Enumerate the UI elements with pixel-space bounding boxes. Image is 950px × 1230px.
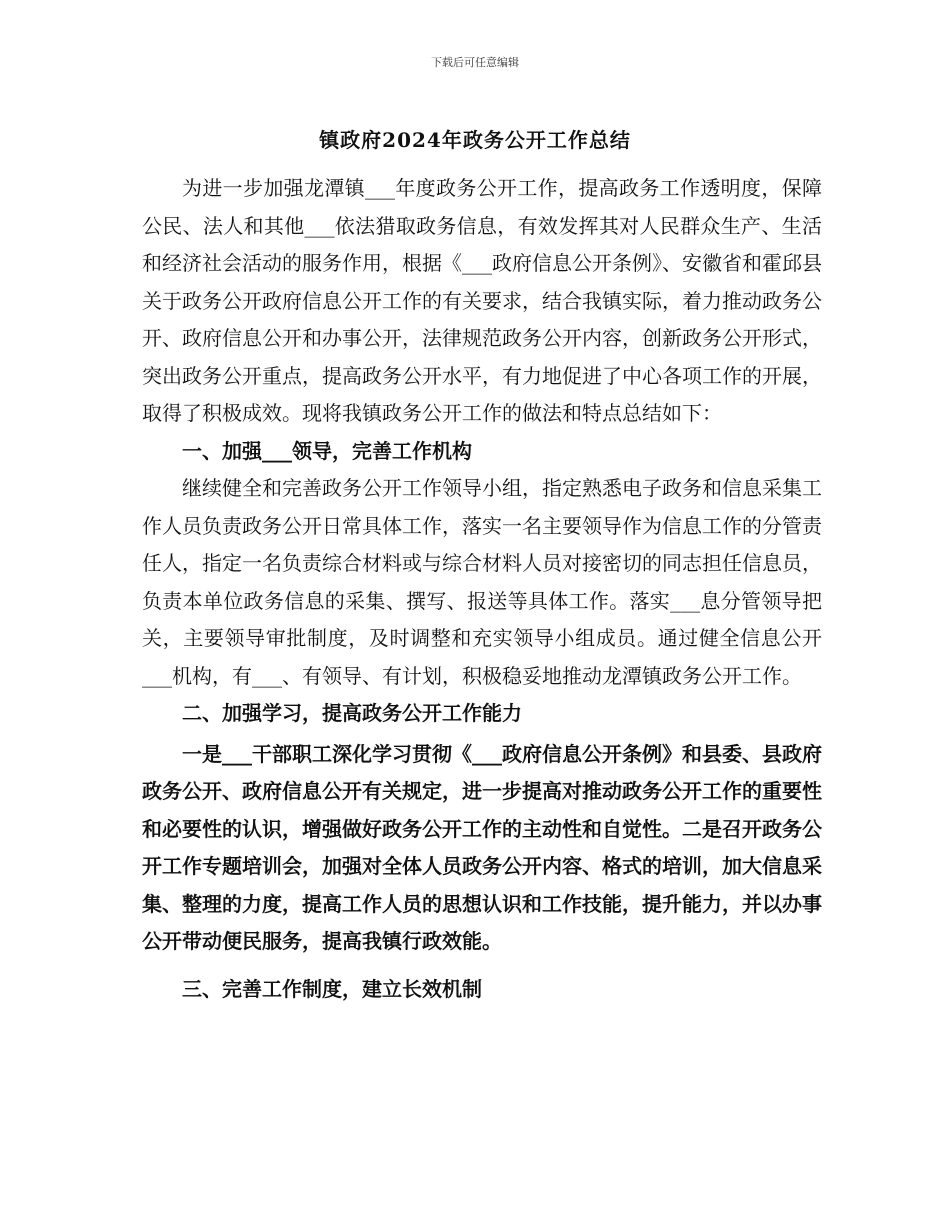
- document-title: 镇政府2024年政务公开工作总结: [319, 128, 631, 152]
- heading-1: 一、加强___领导，完善工作机构: [182, 438, 472, 463]
- heading-3: 三、完善工作制度，建立长效机制: [182, 976, 482, 1001]
- paragraph-section-2: 一是___干部职工深化学习贯彻《___政府信息公开条例》和县委、县政府政务公开、政府信息公开有关规定，进一步提高对推动政务公开工作的重要性和必要性的认识，增强做好政务公开工作的主动性和自觉性。二是召开政务公开工作专题培训会，加强对全体人员政务公开内容、格式的培训，加大信息采集、整理的力度，提高工作人员的思想认识和工作技能，提升能力，并以办事公开带动便民服务，提高我镇行政效能。: [142, 741, 822, 953]
- paragraph-intro: 为进一步加强龙潭镇___年度政务公开工作，提高政务工作透明度，保障公民、法人和其他___依法猎取政务信息，有效发挥其对人民群众生产、生活和经济社会活动的服务作用，根据《___政府信息公开条例》、安徽省和霍邱县关于政务公开政府信息公开工作的有关要求，结合我镇实际，着力推动政务公开、政府信息公开和办事公开，法律规范政务公开内容，创新政务公开形式，突出政务公开重点，提高政务公开水平，有力地促进了中心各项工作的开展，取得了积极成效。现将我镇政务公开工作的做法和特点总结如下：: [142, 176, 822, 425]
- header-note: 下载后可任意编辑: [431, 56, 519, 69]
- paragraph-section-1: 继续健全和完善政务公开工作领导小组，指定熟悉电子政务和信息采集工作人员负责政务公开日常具体工作，落实一名主要领导作为信息工作的分管责任人，指定一名负责综合材料或与综合材料人员对接密切的同志担任信息员，负责本单位政务信息的采集、撰写、报送等具体工作。落实___息分管领导把关，主要领导审批制度，及时调整和充实领导小组成员。通过健全信息公开___机构，有___、有领导、有计划，积极稳妥地推动龙潭镇政务公开工作。: [142, 476, 822, 688]
- document-body: [142, 170, 822, 1008]
- heading-2: 二、加强学习，提高政务公开工作能力: [182, 701, 522, 725]
